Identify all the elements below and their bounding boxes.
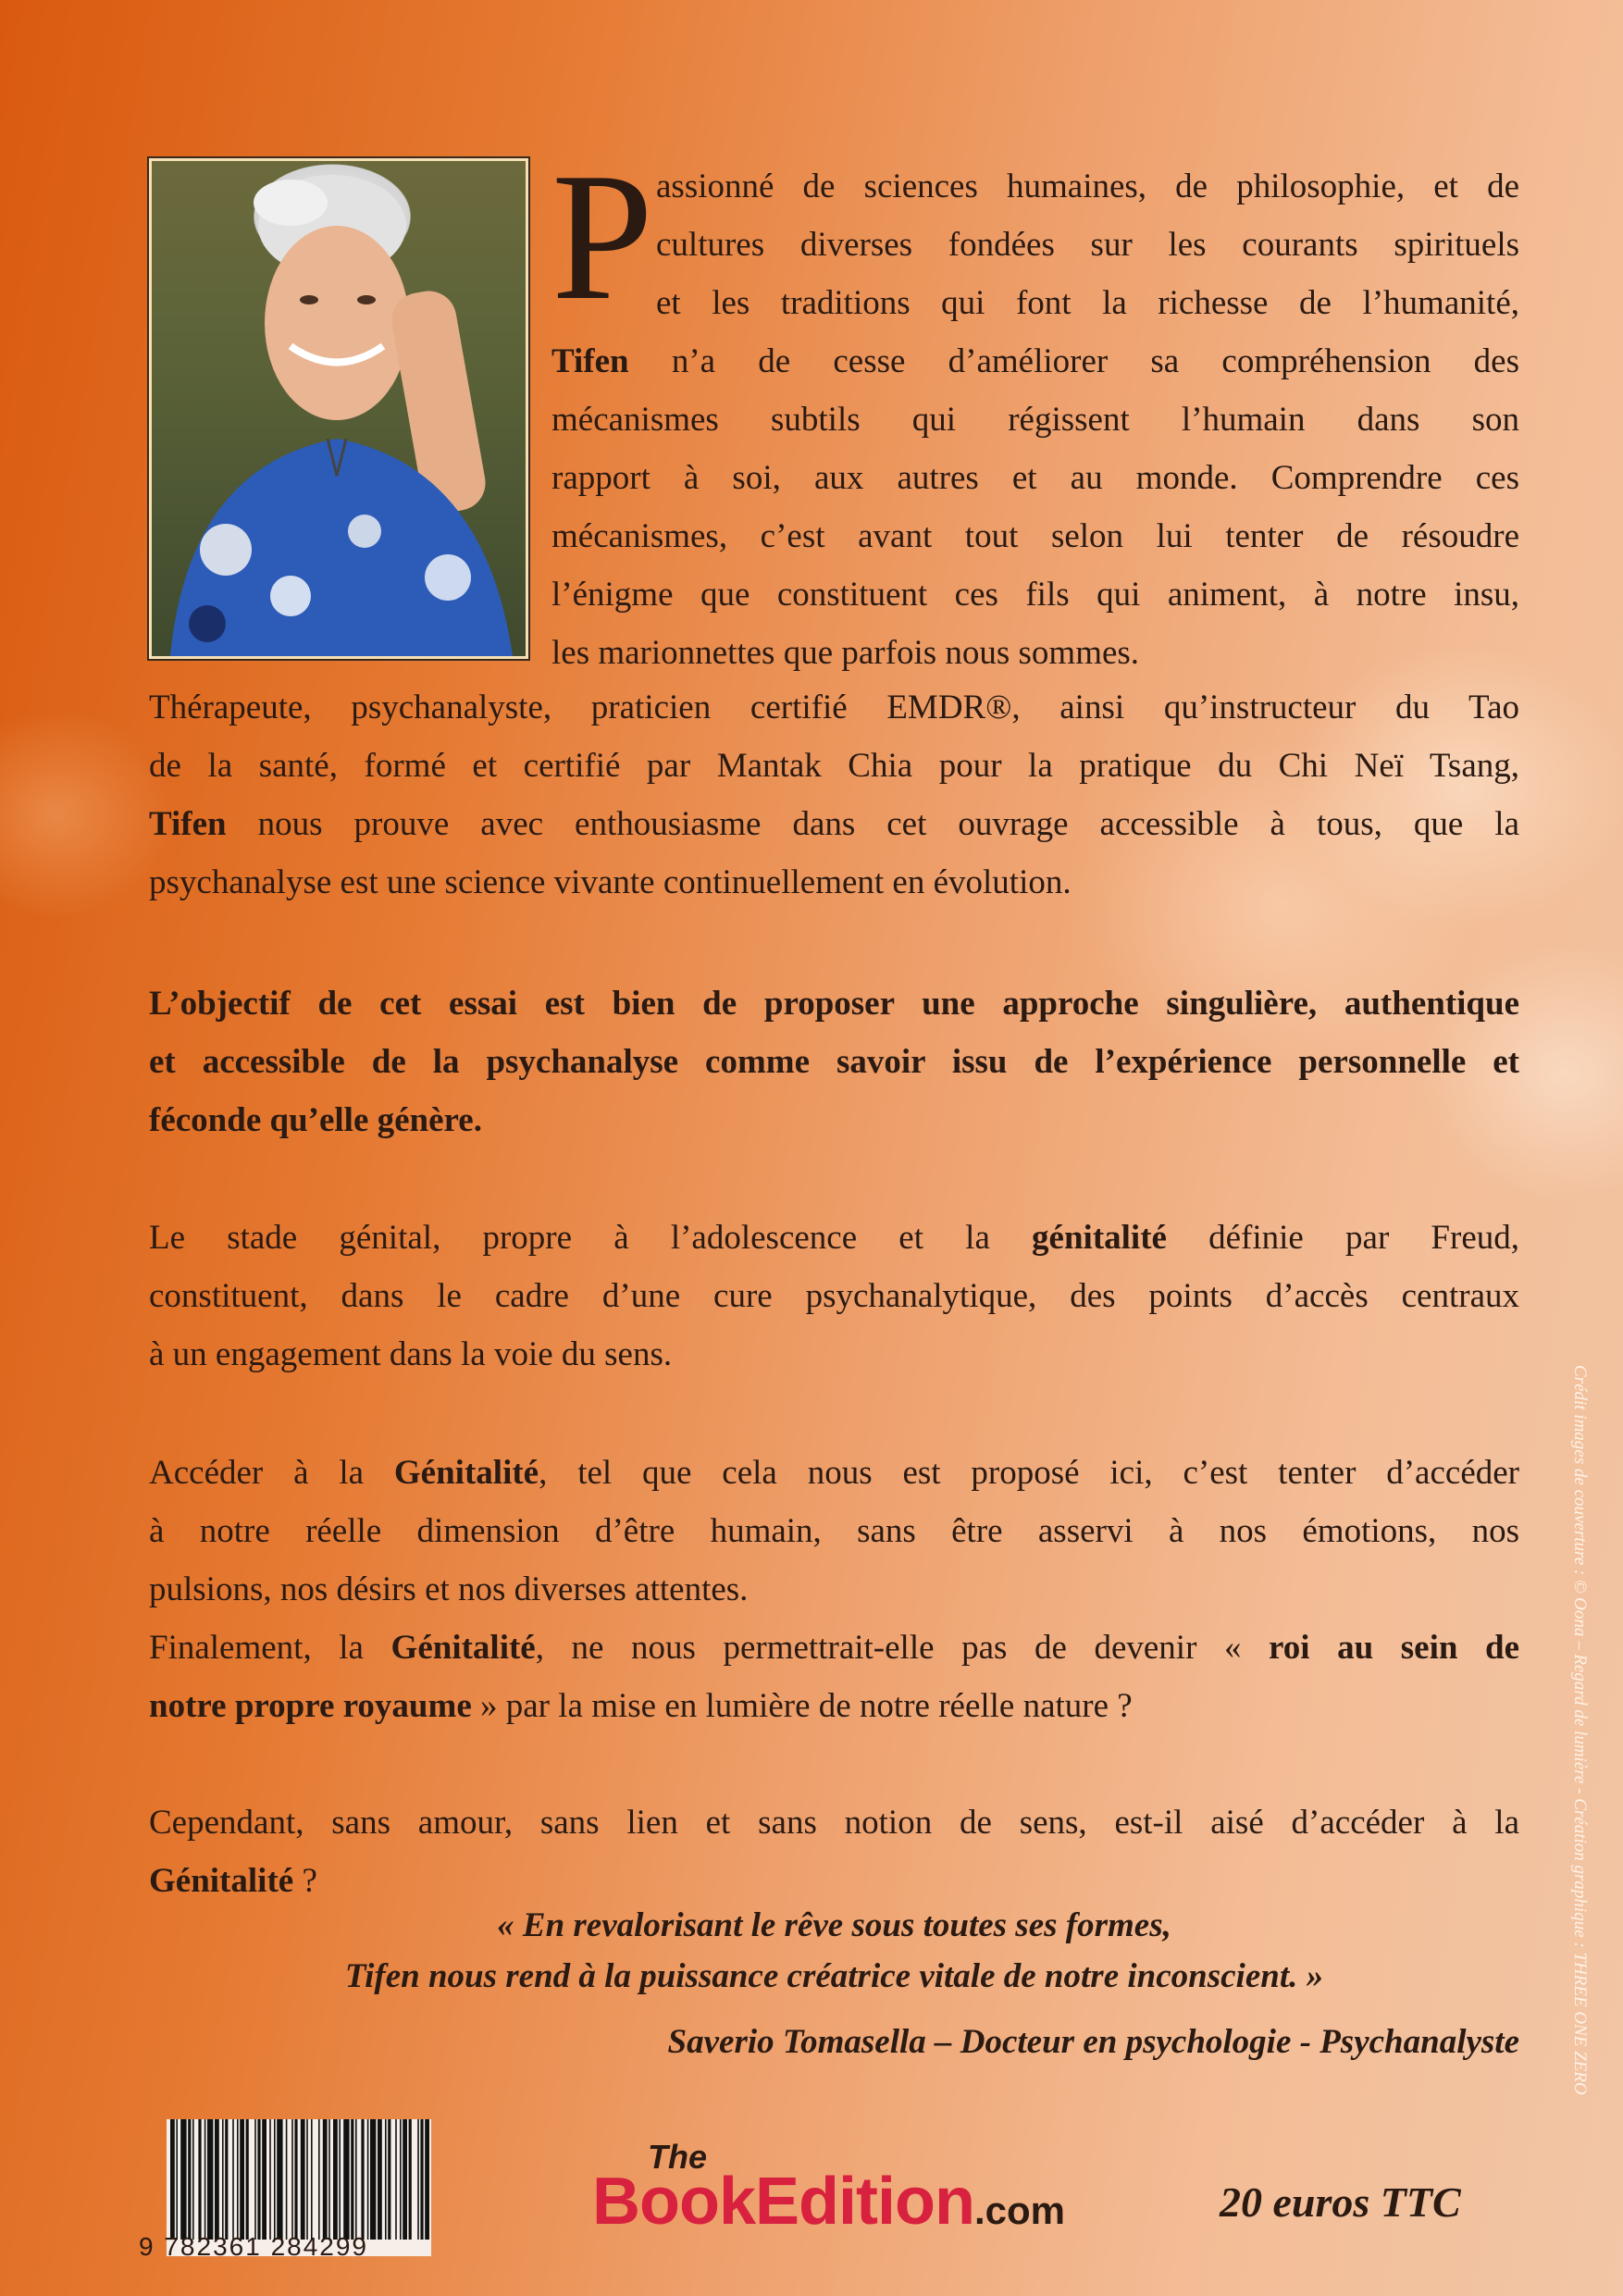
barcode-bar [176, 2119, 178, 2240]
barcode-bar [180, 2119, 186, 2240]
barcode-bar [294, 2119, 297, 2240]
barcode-bar [400, 2119, 402, 2240]
barcode-bar [204, 2119, 206, 2240]
isbn-number: 9 782361 284299 [139, 2232, 368, 2261]
objective-paragraph [149, 974, 1519, 1149]
quote-line-1: « En revalorisant le rêve sous toutes ses formes, [497, 1906, 1171, 1944]
logo-the: The [648, 2138, 708, 2176]
barcode-bar [170, 2119, 175, 2240]
bio-line-4: psychanalyse est une science vivante continuellement en évolution. [149, 863, 1072, 901]
bio-line-1: Thérapeute, psychanalyste, praticien certifié EMDR®, ainsi qu’instructeur du Tao [149, 689, 1519, 726]
barcode-bar [351, 2119, 353, 2240]
question-paragraph [149, 1793, 1519, 1910]
barcode-bar [367, 2119, 369, 2240]
bio-line-3: Tifen nous prouve avec enthousiasme dans cet ouvrage accessible à tous, que la [149, 805, 1519, 843]
barcode-bar [318, 2119, 320, 2240]
acceder-line-3: pulsions, nos désirs et nos diverses attentes. [149, 1570, 749, 1608]
barcode-bar [385, 2119, 387, 2240]
barcode-bar [262, 2119, 266, 2240]
stade-line-2: constituent, dans le cadre d’une cure psychanalytique, des points d’accès centraux [149, 1277, 1519, 1315]
logo-wordmark: BookEdition.com [592, 2165, 1065, 2239]
intro-line-6: rapport à soi, aux autres et au monde. Comprendre ces [551, 459, 1519, 497]
barcode-bar [254, 2119, 256, 2240]
barcode-bar [395, 2119, 397, 2240]
intro-line-4: Tifen n’a de cesse d’améliorer sa compréhension des [551, 342, 1519, 380]
intro-line-3: et les traditions qui font la richesse de l’humanité, [656, 284, 1519, 322]
author-photo [149, 158, 528, 659]
barcode-bar [215, 2119, 219, 2240]
portrait-illustration [152, 161, 526, 656]
barcode-bar [291, 2119, 293, 2240]
quote-line-2: Tifen nous rend à la puissance créatrice vitale de notre inconscient. » [344, 1957, 1324, 1995]
stade-line-1: Le stade génital, propre à l’adolescence et la génitalité définie par Freud, [149, 1219, 1520, 1257]
barcode-bar [388, 2119, 390, 2240]
barcode-bar [277, 2119, 282, 2240]
barcode-bar [333, 2119, 338, 2240]
intro-line-2: cultures diverses fondées sur les courants spirituels [656, 226, 1519, 264]
acceder-line-5: notre propre royaume » par la mise en lumière de notre réelle nature ? [149, 1687, 1133, 1725]
barcode-bar [370, 2119, 376, 2240]
intro-line-7: mécanismes, c’est avant tout selon lui tenter de résoudre [551, 517, 1519, 555]
bio-line-2: de la santé, formé et certifié par Mantak Chia pour la pratique du Chi Neï Tsang, [149, 747, 1519, 785]
barcode-bar [198, 2119, 201, 2240]
question-line-2: Génitalité ? [149, 1862, 317, 1900]
stade-paragraph [149, 1209, 1519, 1384]
barcode-bar [301, 2119, 305, 2240]
intro-line-5: mécanismes subtils qui régissent l’humain dans son [551, 401, 1519, 439]
bio-paragraph [149, 678, 1519, 912]
intro-line-1: assionné de sciences humaines, de philosophie, et de [656, 168, 1519, 205]
objective-line-2: et accessible de la psychanalyse comme savoir issu de l’expérience personnelle et [149, 1043, 1519, 1081]
barcode-bar [403, 2119, 407, 2240]
barcode-bar [323, 2119, 328, 2240]
price: 20 euros TTC [1220, 2178, 1461, 2226]
barcode-bar [328, 2119, 330, 2240]
barcode-bar [188, 2119, 191, 2240]
barcode-bar [409, 2119, 412, 2240]
intro-line-8: l’énigme que constituent ces fils qui animent, à notre insu, [551, 576, 1519, 614]
author-name: Tifen [551, 342, 629, 380]
image-credit: Crédit images de couverture : © Oona – Regard de lumière - Création graphique : THREE ONE ZERO [1570, 1365, 1590, 2095]
barcode-bar [246, 2119, 249, 2240]
barcode-bar [339, 2119, 341, 2240]
acceder-line-4: Finalement, la Génitalité, ne nous permettrait-elle pas de devenir « roi au sein de [149, 1629, 1520, 1667]
intro-paragraph [551, 135, 1519, 682]
stade-line-3: à un engagement dans la voie du sens. [149, 1335, 673, 1373]
barcode-bar [311, 2119, 313, 2240]
barcode-bar [257, 2119, 260, 2240]
pull-quote [149, 1900, 1519, 2002]
barcode-bar [232, 2119, 234, 2240]
drop-cap: P [551, 135, 654, 338]
barcode-bar [240, 2119, 244, 2240]
barcode-bar [207, 2119, 213, 2240]
barcode-bar [378, 2119, 382, 2240]
objective-line-1: L’objectif de cet essai est bien de proposer une approche singulière, authentique [149, 985, 1519, 1023]
objective-line-3: féconde qu’elle génère. [149, 1101, 482, 1139]
acceder-line-2: à notre réelle dimension d’être humain, sans être asservi à nos émotions, nos [149, 1512, 1519, 1550]
acceder-paragraph [149, 1444, 1519, 1735]
question-line-1: Cependant, sans amour, sans lien et sans notion de sens, est-il aisé d’accéder à la [149, 1804, 1519, 1842]
barcode-bar [192, 2119, 194, 2240]
barcode-bar [361, 2119, 364, 2240]
barcode-bar [355, 2119, 357, 2240]
barcode-bar [286, 2119, 288, 2240]
acceder-line-1: Accéder à la Génitalité, tel que cela nous est proposé ici, c’est tenter d’accéder [149, 1454, 1519, 1492]
quote-attribution: Saverio Tomasella – Docteur en psychologie - Psychanalyste [667, 2023, 1519, 2061]
intro-line-9: les marionnettes que parfois nous sommes. [551, 634, 1140, 672]
barcode-bar [425, 2119, 429, 2240]
barcode-bar [237, 2119, 239, 2240]
barcode-bar [225, 2119, 228, 2240]
barcode-bar [417, 2119, 419, 2240]
barcode-bar [306, 2119, 308, 2240]
barcode-bar [269, 2119, 271, 2240]
barcode-bar [274, 2119, 276, 2240]
barcode-bar [222, 2119, 224, 2240]
barcode-bars [167, 2119, 431, 2240]
barcode-bar [343, 2119, 349, 2240]
barcode-bar [420, 2119, 423, 2240]
